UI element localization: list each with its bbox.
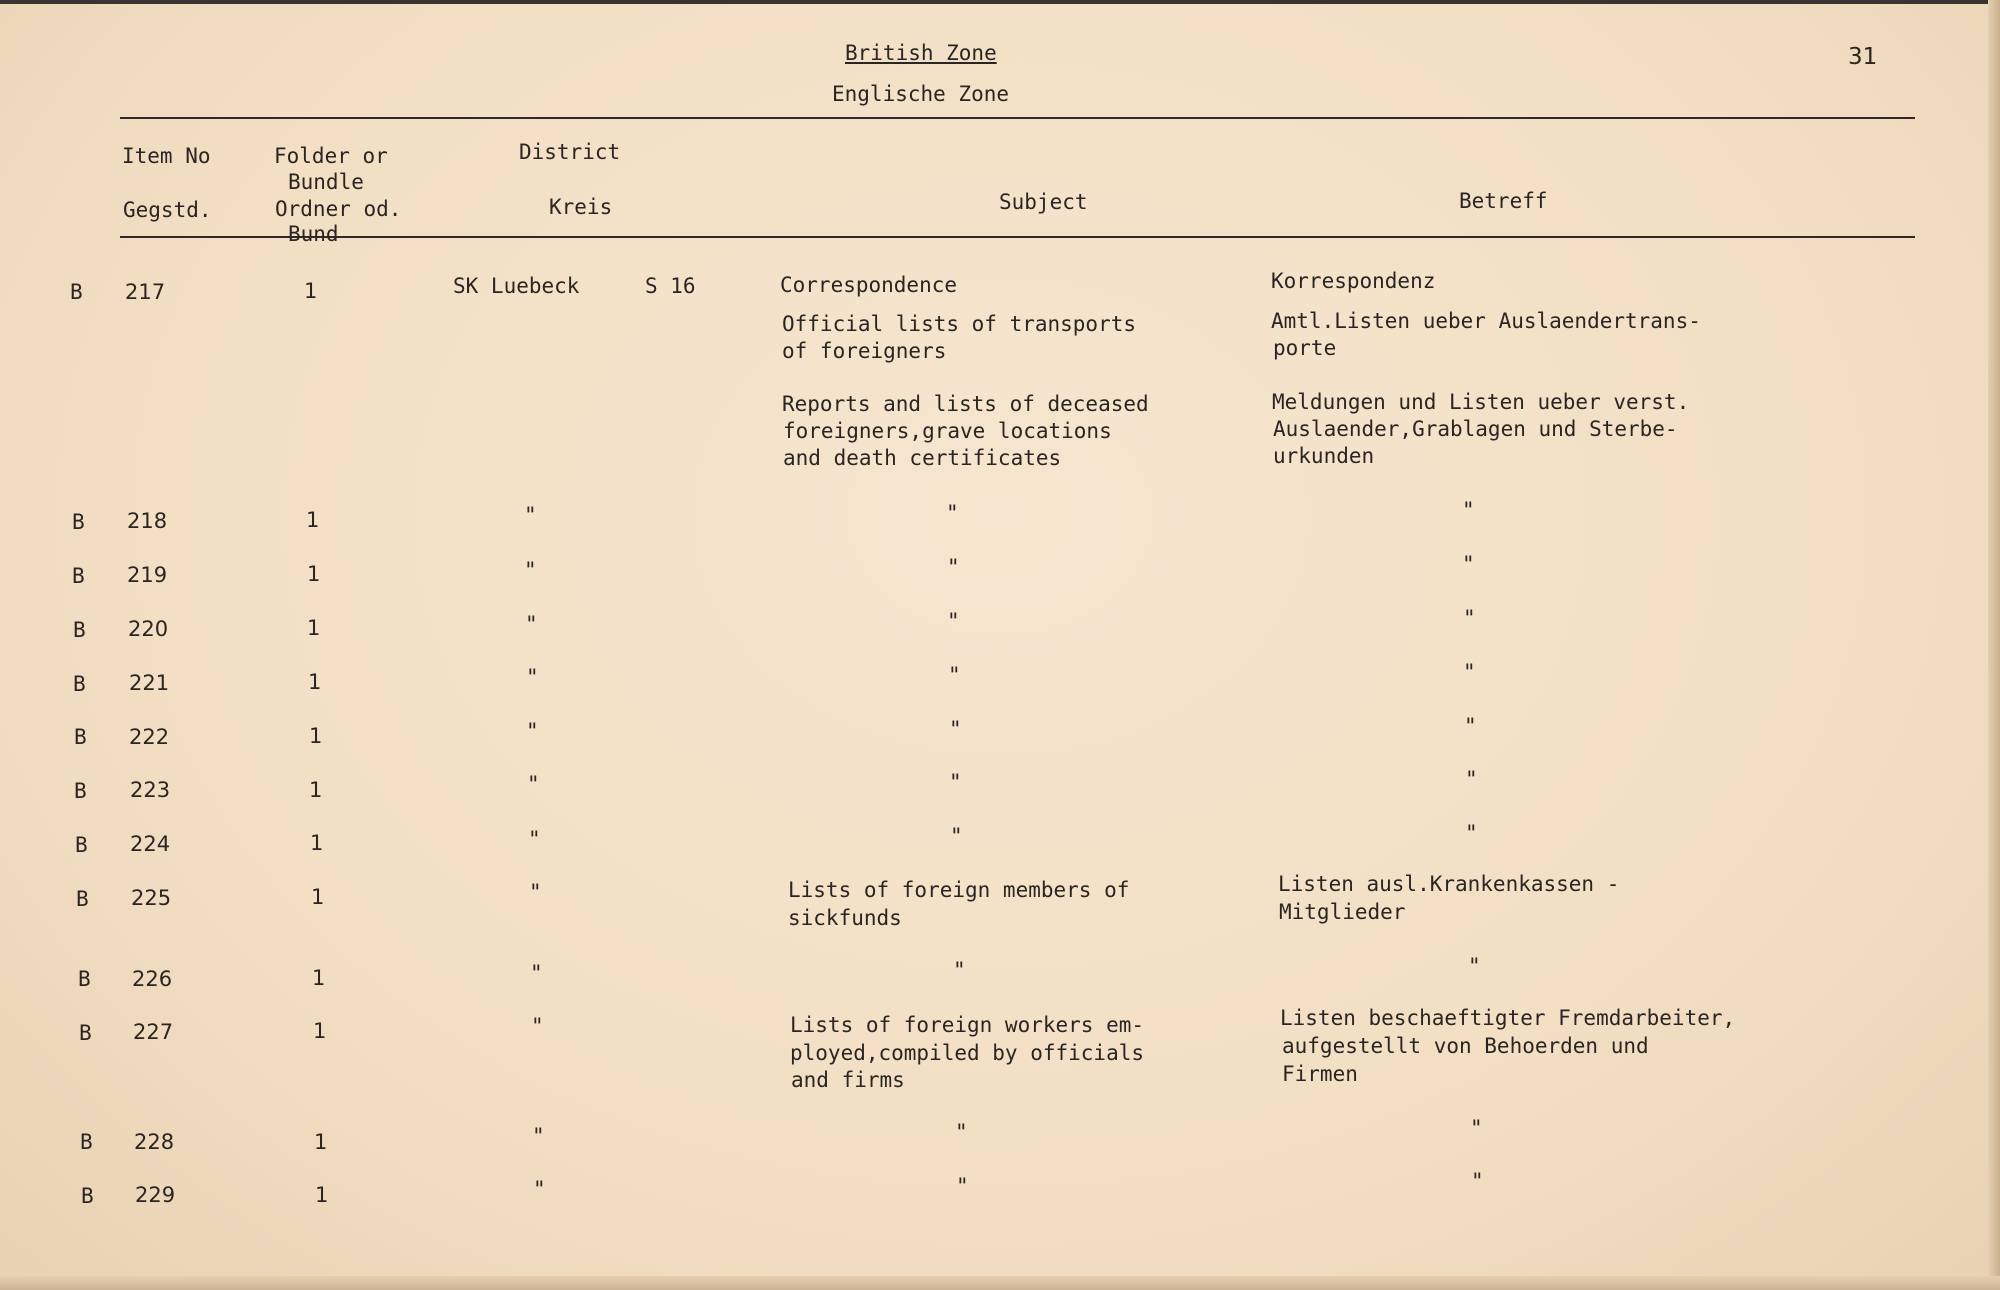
folder-count: 1 — [308, 670, 322, 694]
subject-line: Correspondence — [780, 273, 958, 297]
item-number: 217 — [125, 280, 166, 304]
betreff-line: porte — [1273, 336, 1337, 360]
page-bottom-edge — [0, 1276, 2000, 1290]
subject-ditto: " — [953, 958, 966, 982]
subject-line: and firms — [791, 1068, 905, 1092]
col-folder-en2: Bundle — [288, 170, 364, 194]
subject-line: foreigners,grave locations — [783, 419, 1112, 443]
subject-ditto: " — [950, 824, 963, 848]
subject-ditto: " — [949, 770, 962, 794]
betreff-ditto: " — [1462, 552, 1475, 576]
item-number: 226 — [132, 967, 173, 991]
item-number: 228 — [134, 1130, 175, 1154]
district-ditto: " — [524, 503, 537, 527]
series-letter: B — [78, 967, 91, 991]
item-number: 218 — [127, 509, 168, 533]
col-item-en: Item No — [122, 144, 211, 168]
district-ditto: " — [528, 827, 541, 851]
zone-title: British Zone — [845, 41, 997, 65]
col-folder-de1: Ordner od. — [275, 197, 402, 221]
betreff-line: aufgestellt von Behoerden und — [1282, 1034, 1649, 1058]
subject-line: Lists of foreign workers em- — [790, 1013, 1145, 1037]
betreff-ditto: " — [1463, 606, 1476, 630]
series-letter: B — [75, 833, 88, 857]
subject-line: and death certificates — [783, 446, 1062, 470]
betreff-line: Amtl.Listen ueber Auslaendertrans- — [1271, 309, 1701, 333]
betreff-ditto: " — [1463, 660, 1476, 684]
col-folder-en1: Folder or — [274, 144, 388, 168]
betreff-line: Auslaender,Grablagen und Sterbe- — [1273, 417, 1678, 441]
series-letter: B — [74, 779, 87, 803]
betreff-ditto: " — [1471, 1169, 1484, 1193]
folder-count: 1 — [309, 724, 323, 748]
district-ditto: " — [524, 558, 537, 582]
page-top-edge — [0, 0, 2000, 4]
col-district-en: District — [519, 140, 621, 164]
subject-ditto: " — [947, 555, 960, 579]
betreff-ditto: " — [1468, 954, 1481, 978]
item-number: 225 — [131, 886, 172, 910]
subject-ditto: " — [946, 501, 959, 525]
series-letter: B — [80, 1130, 93, 1154]
folder-count: 1 — [310, 831, 324, 855]
col-item-de: Gegstd. — [123, 198, 212, 222]
betreff-line: Listen ausl.Krankenkassen - — [1278, 872, 1620, 896]
series-letter: B — [72, 564, 85, 588]
subject-line: Lists of foreign members of — [788, 878, 1130, 902]
folder-count: 1 — [307, 562, 321, 586]
subject-line: ployed,compiled by officials — [790, 1041, 1145, 1065]
subject-ditto: " — [948, 663, 961, 687]
header-top-rule — [120, 117, 1915, 119]
subject-line: Official lists of transports — [782, 312, 1137, 336]
district-ditto: " — [531, 1014, 544, 1038]
folder-count: 1 — [313, 1019, 327, 1043]
betreff-line: Mitglieder — [1279, 900, 1406, 924]
col-subject: Subject — [999, 190, 1088, 214]
folder-count: 1 — [304, 279, 318, 303]
subject-line: Reports and lists of deceased — [782, 392, 1149, 416]
betreff-line: Firmen — [1282, 1062, 1358, 1086]
district-ditto: " — [526, 665, 539, 689]
betreff-ditto: " — [1464, 714, 1477, 738]
betreff-ditto: " — [1470, 1116, 1483, 1140]
page-right-edge — [1988, 0, 2000, 1290]
betreff-line: Meldungen und Listen ueber verst. — [1272, 390, 1690, 414]
subject-line: of foreigners — [782, 339, 947, 363]
folder-count: 1 — [315, 1183, 329, 1207]
district-code: S 16 — [645, 274, 696, 298]
district-ditto: " — [529, 880, 542, 904]
district-ditto: " — [532, 1124, 545, 1148]
betreff-line: urkunden — [1273, 444, 1375, 468]
series-letter: B — [81, 1184, 94, 1208]
series-letter: B — [79, 1021, 92, 1045]
betreff-ditto: " — [1465, 821, 1478, 845]
item-number: 222 — [129, 725, 170, 749]
district-ditto: " — [533, 1177, 546, 1201]
series-letter: B — [76, 887, 89, 911]
folder-count: 1 — [314, 1130, 328, 1154]
subject-ditto: " — [956, 1174, 969, 1198]
item-number: 229 — [135, 1183, 176, 1207]
betreff-ditto: " — [1465, 767, 1478, 791]
zone-subtitle: Englische Zone — [832, 82, 1010, 106]
folder-count: 1 — [306, 508, 320, 532]
folder-count: 1 — [309, 778, 323, 802]
col-district-de: Kreis — [549, 195, 613, 219]
item-number: 224 — [130, 832, 171, 856]
col-folder-de2: Bund — [288, 222, 339, 246]
header-bottom-rule — [120, 236, 1915, 238]
page-number: 31 — [1848, 44, 1878, 70]
folder-count: 1 — [312, 966, 326, 990]
betreff-ditto: " — [1462, 498, 1475, 522]
district-ditto: " — [525, 612, 538, 636]
betreff-line: Listen beschaeftigter Fremdarbeiter, — [1280, 1006, 1736, 1030]
district-name: SK Luebeck — [453, 274, 580, 298]
betreff-line: Korrespondenz — [1271, 269, 1436, 293]
series-letter: B — [70, 280, 83, 304]
folder-count: 1 — [311, 885, 325, 909]
subject-ditto: " — [947, 609, 960, 633]
subject-ditto: " — [949, 717, 962, 741]
folder-count: 1 — [307, 616, 321, 640]
col-betreff: Betreff — [1459, 189, 1548, 213]
district-ditto: " — [527, 772, 540, 796]
district-ditto: " — [530, 961, 543, 985]
item-number: 223 — [130, 778, 171, 802]
item-number: 219 — [127, 563, 168, 587]
district-ditto: " — [526, 719, 539, 743]
item-number: 221 — [129, 671, 170, 695]
subject-line: sickfunds — [788, 906, 902, 930]
item-number: 227 — [133, 1020, 174, 1044]
series-letter: B — [73, 672, 86, 696]
item-number: 220 — [128, 617, 169, 641]
series-letter: B — [73, 618, 86, 642]
series-letter: B — [72, 510, 85, 534]
subject-ditto: " — [955, 1120, 968, 1144]
series-letter: B — [74, 725, 87, 749]
